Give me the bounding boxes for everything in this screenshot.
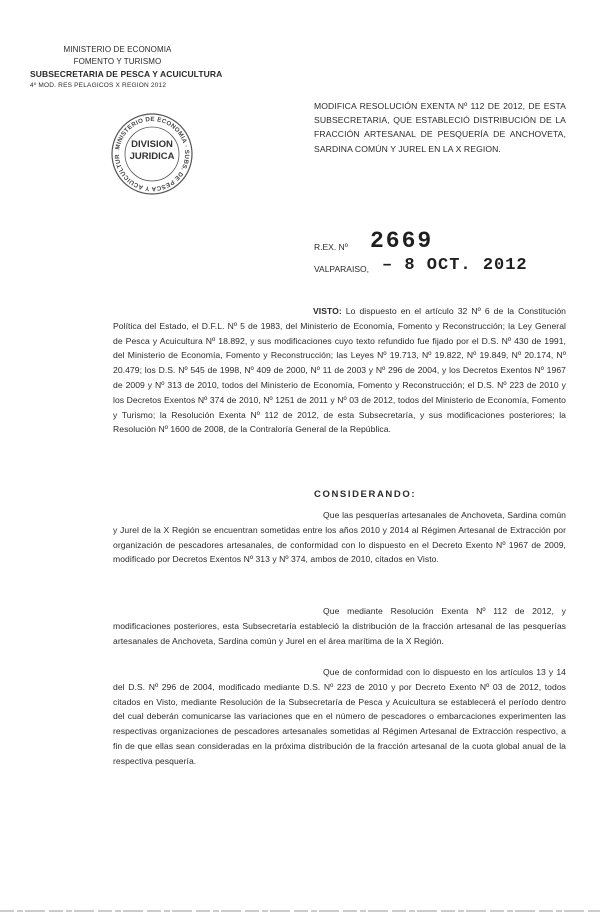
- stamp-center-text: [110, 139, 194, 163]
- visto-label: VISTO:: [313, 306, 342, 316]
- considerando-paragraph-3: Que de conformidad con lo dispuesto en los artículos 13 y 14 del D.S. Nº 296 de 2004, modificado mediante D.S. Nº 223 de 2010 y por Decreto Exento Nº 03 de 2012, todos citados en Visto, mediante Resolución de la Subsecretaría de Pesca y Acuicultura se establecerá el período dentro del cual deberán comunicarse las variaciones que en el número de pescadores o embarcaciones experimenten las respectivas organizaciones de pescadores artesanales sometidas al Régimen Artesanal de Extracción respectivo, a fin de que ellas sean consideradas en la próxima distribución de la fracción artesanal de la cuota global anual de la respectiva pesquería.: [113, 667, 566, 766]
- ministry-line-2: FOMENTO Y TURISMO: [73, 57, 162, 66]
- considerando-paragraph-1: Que las pesquerías artesanales de Anchoveta, Sardina común y Jurel de la X Región se encuentran sometidas entre los años 2010 y 2014 al Régimen Artesanal de Extracción por organización de pescadores artesanales, de conformidad con lo dispuesto en el Decreto Exento Nº 1967 de 2009, modificado por Decretos Exentos Nº 313 y Nº 374, ambos de 2010, citados en Visto.: [113, 510, 566, 565]
- visto-text: Lo dispuesto en el artículo 32 Nº 6 de la Constitución Política del Estado, el D.F.L. Nº 5 de 1983, del Ministerio de Economía, Fomento y Reconstrucción; la Ley General de Pesca y Acuicultura Nº 18.892, y sus modificaciones cuyo texto refundido fue fijado por el D.S. Nº 430 de 1991, del Ministerio de Economía, Fomento y Reconstrucción; las Leyes Nº 19.713, Nº 19.822, Nº 19.849, Nº 20.174, Nº 20.479; los D.S. Nº 545 de 1998, Nº 409 de 2000, Nº 11 de 2003 y Nº 296 de 2004, y los Decretos Exentos Nº 1967 de 2009 y Nº 313 de 2010, todos del Ministerio de Economía, Fomento y Reconstrucción; el D.S. Nº 223 de 2010 y los Decretos Exentos Nº 374 de 2010, Nº 1251 de 2011 y Nº 03 de 2012, todos del Ministerio de Economía, Fomento y Turismo; la Resolución Exenta Nº 112 de 2012, de esta Subsecretaría, y sus modificaciones posteriores; la Resolución Nº 1600 de 2008, de la Contraloría General de la República.: [113, 306, 566, 435]
- scan-edge-artifact: [0, 906, 600, 916]
- date-place: VALPARAISO,: [314, 264, 369, 274]
- date-row: [314, 250, 574, 278]
- visto-paragraph: [113, 304, 566, 437]
- considerando-paragraph-2: Que mediante Resolución Exenta Nº 112 de 2012, y modificaciones posteriores, esta Subsecretaría estableció la distribución de la fracción artesanal de las pesquerías artesanales de Anchoveta, Sardina común y Jurel en el área marítima de la X Región.: [113, 606, 566, 646]
- stamp-ring-text: MINISTERIO DE ECONOMIA · SUBS. DE PESCA Y ACUICULTUR: [113, 115, 191, 193]
- letterhead: [30, 44, 230, 92]
- considerando-heading: CONSIDERANDO:: [314, 489, 417, 500]
- subsecretaria-line: SUBSECRETARIA DE PESCA Y ACUICULTURA: [30, 69, 223, 79]
- stamp-line-juridica: JURIDICA: [129, 151, 175, 162]
- stamp-line-division: DIVISION: [131, 139, 173, 150]
- date-stamp: – 8 OCT. 2012: [382, 256, 528, 275]
- reference-line: 4º MOD. RES PELAGICOS X REGION 2012: [30, 82, 167, 89]
- resolution-subject: MODIFICA RESOLUCIÓN EXENTA Nº 112 DE 2012, DE ESTA SUBSECRETARIA, QUE ESTABLECIÓ DISTRIBUCIÓN DE LA FRACCIÓN ARTESANAL DE PESQUERÍA DE ANCHOVETA, SARDINA COMÚN Y JUREL EN LA X REGION.: [314, 101, 566, 154]
- resolution-number-stamp: 2669: [370, 228, 434, 254]
- division-juridica-stamp: [110, 112, 194, 196]
- ministry-line: MINISTERIO DE ECONOMIA: [63, 45, 172, 54]
- resolution-label: R.EX. Nº: [314, 242, 348, 252]
